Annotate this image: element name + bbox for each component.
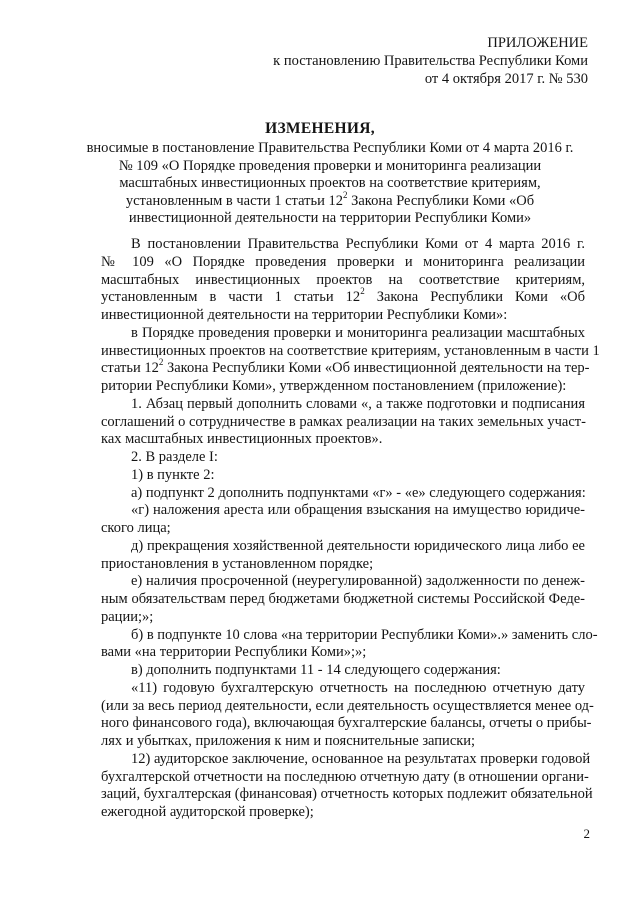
superscript: 2 bbox=[342, 189, 348, 200]
text-line: в) дополнить подпунктами 11 - 14 следующего содержания: bbox=[131, 662, 501, 678]
text-line: б) в подпункте 10 слова «на территории Республики Коми».» заменить сло- bbox=[131, 626, 598, 643]
text-line: бухгалтерской отчетности на последнюю отчетную дату (в отношении органи- bbox=[101, 768, 589, 785]
text-line: приостановления в установленном порядке; bbox=[101, 555, 374, 572]
text-line: ках масштабных инвестиционных проектов». bbox=[101, 431, 383, 448]
text-line: инвестиционной деятельности на территории Республики Коми»: bbox=[101, 307, 508, 323]
subtitle-line: вносимые в постановление Правительства Республики Коми от 4 марта 2016 г. bbox=[86, 140, 574, 156]
text-line: е) наличия просроченной (неурегулированной) задолженности по денеж- bbox=[131, 573, 585, 590]
text-line: масштабных инвестиционных проектов на соответствие критериям, bbox=[101, 271, 585, 288]
document-title: ИЗМЕНЕНИЯ, bbox=[265, 120, 375, 137]
text-line: 1. Абзац первый дополнить словами «, а также подготовки и подписания bbox=[131, 395, 585, 412]
line-text: Закона Республики Коми «Об bbox=[364, 289, 585, 306]
text-line: д) прекращения хозяйственной деятельности юридического лица либо ее bbox=[131, 537, 585, 554]
appendix-reference: к постановлению Правительства Республики Коми bbox=[273, 53, 588, 69]
text-line: лях и убытках, приложения к ним и пояснительные записки; bbox=[101, 733, 476, 749]
text-line: ского лица; bbox=[101, 520, 171, 536]
appendix-header bbox=[273, 34, 588, 88]
subtitle-text: установленным в части 1 статьи 12 bbox=[125, 192, 343, 209]
subtitle-line: инвестиционной деятельности на территории Республики Коми» bbox=[128, 210, 532, 227]
line-text: Закона Республики Коми «Об инвестиционной деятельности на тер- bbox=[163, 360, 590, 377]
text-line: 12) аудиторское заключение, основанное на результатах проверки годовой bbox=[131, 750, 591, 767]
text-line: ного финансового года), включающая бухгалтерские балансы, отчеты о прибы- bbox=[101, 715, 592, 732]
text-line bbox=[101, 357, 590, 378]
text-line: вами «на территории Республики Коми»;»; bbox=[101, 644, 367, 661]
text-line: ежегодной аудиторской проверке); bbox=[101, 804, 314, 820]
text-line: ным обязательствам перед бюджетами бюджетной системы Российской Феде- bbox=[101, 591, 585, 607]
line-text: установленным в части 1 статьи 12 bbox=[101, 289, 361, 306]
text-line: 1) в пункте 2: bbox=[131, 466, 215, 483]
text-line: (или за весь период деятельности, если деятельность осуществляется менее од- bbox=[101, 697, 594, 714]
document-subtitle bbox=[70, 140, 590, 228]
appendix-label: ПРИЛОЖЕНИЕ bbox=[487, 35, 588, 51]
subtitle-line bbox=[70, 189, 590, 211]
text-line: В постановлении Правительства Республики Коми от 4 марта 2016 г. bbox=[131, 236, 585, 252]
line-text: статьи 12 bbox=[101, 360, 159, 377]
text-line: заций, бухгалтерская (финансовая) отчетность которых подлежит обязательной bbox=[101, 786, 593, 803]
text-line bbox=[101, 286, 585, 307]
subtitle-line: № 109 «О Порядке проведения проверки и мониторинга реализации bbox=[118, 157, 542, 174]
text-line: «11) годовую бухгалтерскую отчетность на последнюю отчетную дату bbox=[131, 679, 585, 696]
subtitle-text: Закона Республики Коми «Об bbox=[347, 192, 535, 209]
text-line: ритории Республики Коми», утвержденном постановлением (приложение): bbox=[101, 378, 567, 394]
text-line: инвестиционных проектов на соответствие критериям, установленным в части 1 bbox=[101, 342, 600, 359]
text-line: в Порядке проведения проверки и мониторинга реализации масштабных bbox=[131, 324, 585, 341]
superscript: 2 bbox=[158, 357, 164, 368]
appendix-date: от 4 октября 2017 г. № 530 bbox=[424, 71, 588, 87]
superscript: 2 bbox=[360, 286, 365, 297]
text-line: соглашений о сотрудничестве в рамках реализации на таких земельных участ- bbox=[101, 413, 586, 430]
document-body bbox=[101, 236, 600, 822]
text-line: рации;»; bbox=[101, 608, 154, 625]
text-line: «г) наложения ареста или обращения взыскания на имущество юридиче- bbox=[131, 502, 585, 519]
text-line: № 109 «О Порядке проведения проверки и мониторинга реализации bbox=[101, 253, 585, 270]
subtitle-line: масштабных инвестиционных проектов на соответствие критериям, bbox=[119, 175, 541, 192]
page-number: 2 bbox=[583, 826, 590, 841]
text-line: 2. В разделе I: bbox=[131, 449, 218, 465]
text-line: а) подпункт 2 дополнить подпунктами «г» - «е» следующего содержания: bbox=[131, 484, 586, 501]
